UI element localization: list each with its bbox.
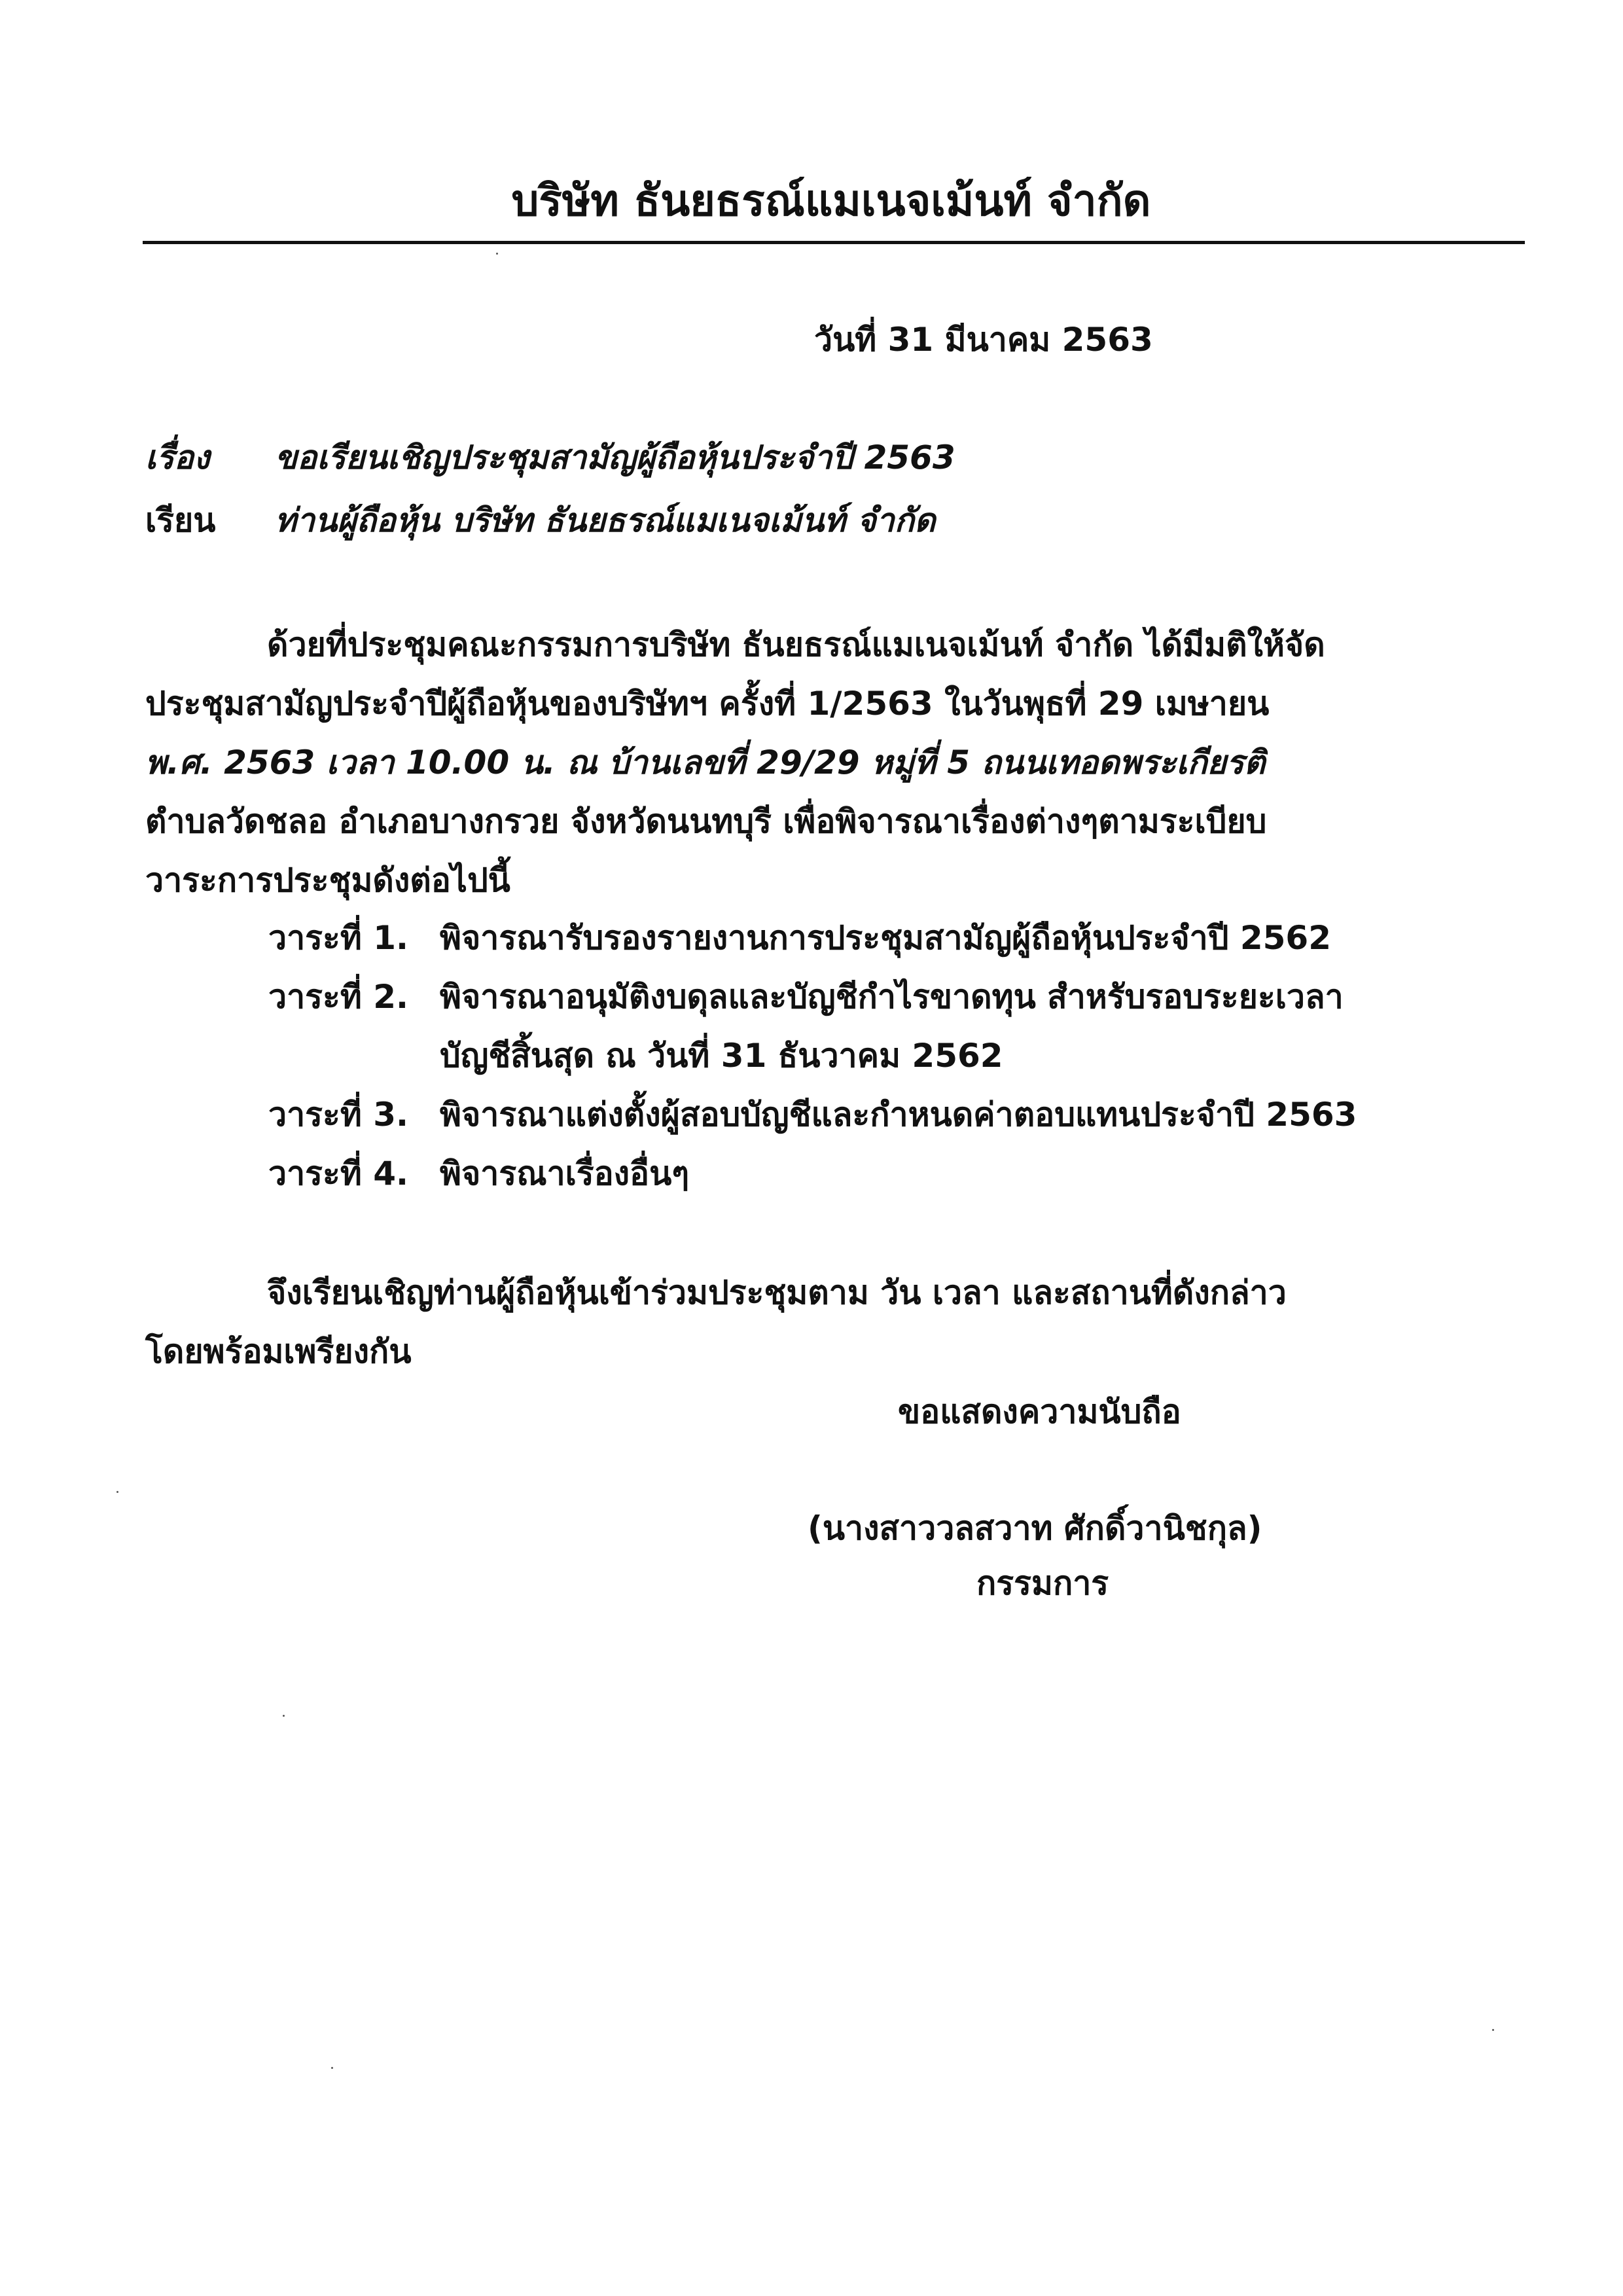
scan-speck xyxy=(496,253,498,255)
invitation-line: โดยพร้อมเพรียงกัน xyxy=(145,1333,412,1371)
scan-speck xyxy=(116,1491,118,1493)
body-line: พ.ศ. 2563 เวลา 10.00 น. ณ บ้านเลขที่ 29/29 หมู่ที่ 5 ถนนเทอดพระเกียรติ xyxy=(145,744,1266,781)
title-divider xyxy=(143,241,1525,244)
agenda-text: พิจารณาอนุมัติงบดุลและบัญชีกำไรขาดทุน สำหรับรอบระยะเวลา xyxy=(440,978,1344,1016)
salutation-value: ท่านผู้ถือหุ้น บริษัท ธันยธรณ์แมเนจเม้นท์ จำกัด xyxy=(275,501,936,539)
body-line: ด้วยที่ประชุมคณะกรรมการบริษัท ธันยธรณ์แมเนจเม้นท์ จำกัด ได้มีมติให้จัด xyxy=(267,626,1325,664)
agenda-number: วาระที่ 2. xyxy=(268,978,409,1016)
agenda-text: พิจารณาเรื่องอื่นๆ xyxy=(440,1155,690,1193)
scan-speck xyxy=(331,2067,333,2069)
agenda-text: บัญชีสิ้นสุด ณ วันที่ 31 ธันวาคม 2562 xyxy=(440,1037,1003,1075)
signer-title: กรรมการ xyxy=(976,1564,1109,1602)
signer-name: (นางสาววลสวาท ศักดิ์วานิชกุล) xyxy=(808,1509,1262,1547)
scan-speck xyxy=(283,1715,285,1717)
subject-line xyxy=(145,435,955,480)
agenda-number: วาระที่ 1. xyxy=(268,919,409,957)
company-title: บริษัท ธันยธรณ์แมเนจเม้นท์ จำกัด xyxy=(511,175,1151,226)
subject-value: ขอเรียนเชิญประชุมสามัญผู้ถือหุ้นประจำปี 2563 xyxy=(275,439,955,476)
body-line: วาระการประชุมดังต่อไปนี้ xyxy=(145,861,510,899)
closing-phrase: ขอแสดงความนับถือ xyxy=(898,1393,1181,1431)
scan-speck xyxy=(1492,2029,1494,2031)
agenda-number: วาระที่ 3. xyxy=(268,1096,409,1134)
body-line: ประชุมสามัญประจำปีผู้ถือหุ้นของบริษัทฯ ครั้งที่ 1/2563 ในวันพุธที่ 29 เมษายน xyxy=(145,685,1270,723)
body-line: ตำบลวัดชลอ อำเภอบางกรวย จังหวัดนนทบุรี เพื่อพิจารณาเรื่องต่างๆตามระเบียบ xyxy=(145,802,1267,840)
invitation-line: จึงเรียนเชิญท่านผู้ถือหุ้นเข้าร่วมประชุมตาม วัน เวลา และสถานที่ดังกล่าว xyxy=(267,1274,1287,1312)
salutation-label: เรียน xyxy=(145,501,216,539)
subject-label: เรื่อง xyxy=(145,439,210,476)
salutation-line xyxy=(145,497,936,543)
letter-date: วันที่ 31 มีนาคม 2563 xyxy=(814,321,1153,359)
agenda-text: พิจารณาแต่งตั้งผู้สอบบัญชีและกำหนดค่าตอบแทนประจำปี 2563 xyxy=(440,1096,1357,1134)
agenda-number: วาระที่ 4. xyxy=(268,1155,409,1193)
agenda-text: พิจารณารับรองรายงานการประชุมสามัญผู้ถือหุ้นประจำปี 2562 xyxy=(440,919,1332,957)
